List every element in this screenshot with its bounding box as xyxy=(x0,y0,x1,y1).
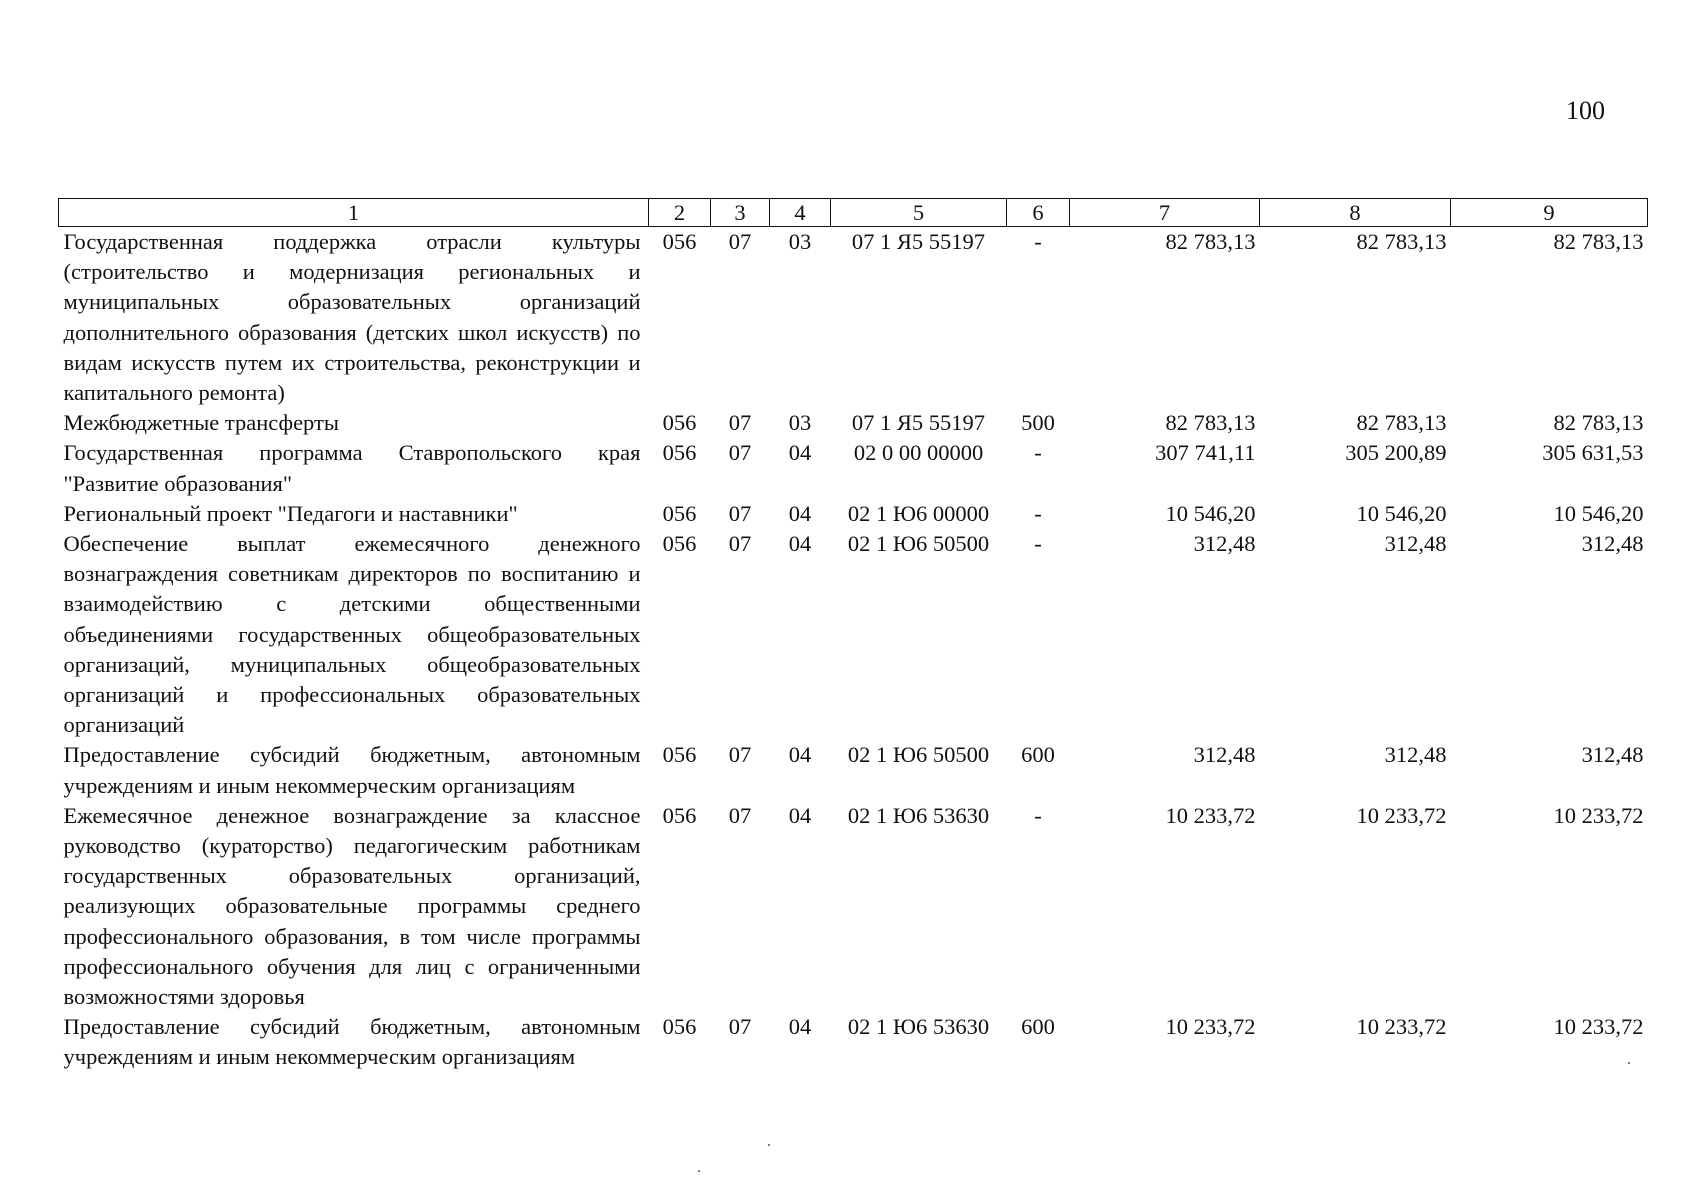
target-article-code: 02 1 Ю6 50500 xyxy=(847,742,990,768)
row-name: Ежемесячное денежное вознаграждение за классное руководство (кураторство) педагогическим работникам государственных образовательных организаций, реализующих образовательные программы среднего профессионального образования, в том числе программы профессионального обучения для лиц с ограниченными возможностями здоровья xyxy=(63,802,641,1010)
column-number-1: 1 xyxy=(59,199,649,227)
amount-col-7: 10 233,72 xyxy=(1165,802,1256,828)
ministry-code: 056 xyxy=(662,410,697,436)
amount-col-7: 312,48 xyxy=(1193,531,1256,557)
amount-col-8: 312,48 xyxy=(1384,531,1447,557)
subsection-code: 03 xyxy=(788,229,812,254)
amount-col-8: 10 546,20 xyxy=(1356,500,1447,526)
amount-col-9: 305 631,53 xyxy=(1542,440,1644,466)
table-body xyxy=(59,227,1648,1073)
subsection-code: 04 xyxy=(788,500,812,526)
section-code: 07 xyxy=(728,1014,752,1040)
amount-col-8: 10 233,72 xyxy=(1356,1014,1447,1040)
table-row xyxy=(59,438,1648,498)
column-number-6: 6 xyxy=(1007,199,1070,227)
subsection-code: 04 xyxy=(788,802,812,828)
expense-type-code: 600 xyxy=(1021,742,1055,768)
amount-col-8: 10 233,72 xyxy=(1356,802,1447,828)
ministry-code: 056 xyxy=(662,742,697,768)
column-number-2: 2 xyxy=(649,199,711,227)
budget-table xyxy=(58,198,1648,1073)
amount-col-9: 10 233,72 xyxy=(1553,802,1644,828)
column-number-5: 5 xyxy=(831,199,1007,227)
column-number-row xyxy=(59,199,1648,227)
section-code: 07 xyxy=(728,742,752,768)
row-name: Государственная программа Ставропольского края "Развитие образования" xyxy=(63,440,641,496)
row-name: Межбюджетные трансферты xyxy=(63,410,339,436)
target-article-code: 07 1 Я5 55197 xyxy=(851,410,986,436)
column-number-8: 8 xyxy=(1260,199,1451,227)
expense-type-code: 600 xyxy=(1021,1014,1055,1040)
ministry-code: 056 xyxy=(662,229,697,254)
expense-type-code: - xyxy=(1034,531,1042,557)
scan-speck xyxy=(1628,1062,1630,1064)
amount-col-9: 312,48 xyxy=(1581,742,1644,768)
table-row xyxy=(59,801,1648,1012)
expense-type-code: - xyxy=(1034,229,1042,254)
table-header xyxy=(59,199,1648,227)
expense-type-code: - xyxy=(1034,500,1042,526)
subsection-code: 04 xyxy=(788,531,812,557)
target-article-code: 07 1 Я5 55197 xyxy=(851,229,986,254)
amount-col-9: 10 546,20 xyxy=(1553,500,1644,526)
column-number-4: 4 xyxy=(770,199,831,227)
row-name: Предоставление субсидий бюджетным, автономным учреждениям и иным некоммерческим организациям xyxy=(63,1014,641,1070)
target-article-code: 02 1 Ю6 53630 xyxy=(847,1014,990,1040)
row-name: Обеспечение выплат ежемесячного денежного вознаграждения советникам директоров по воспитанию и взаимодействию с детскими общественными объединениями государственных общеобразовательных организаций, муниципальных общеобразовательных организаций и профессиональных образовательных организаций xyxy=(63,531,641,738)
amount-col-9: 10 233,72 xyxy=(1553,1014,1644,1040)
table-row xyxy=(59,1012,1648,1072)
target-article-code: 02 1 Ю6 00000 xyxy=(847,500,990,526)
section-code: 07 xyxy=(728,410,752,436)
column-number-7: 7 xyxy=(1070,199,1260,227)
ministry-code: 056 xyxy=(662,531,697,557)
page-number: 100 xyxy=(1566,96,1605,125)
ministry-code: 056 xyxy=(662,500,697,526)
table-row xyxy=(59,499,1648,529)
ministry-code: 056 xyxy=(662,1014,697,1040)
target-article-code: 02 1 Ю6 53630 xyxy=(847,802,990,828)
ministry-code: 056 xyxy=(662,440,697,466)
amount-col-9: 82 783,13 xyxy=(1553,229,1644,254)
scan-speck xyxy=(768,1144,770,1146)
row-name: Предоставление субсидий бюджетным, автономным учреждениям и иным некоммерческим организациям xyxy=(63,742,641,798)
amount-col-7: 307 741,11 xyxy=(1155,440,1256,466)
expense-type-code: - xyxy=(1034,440,1042,466)
amount-col-9: 82 783,13 xyxy=(1553,410,1644,436)
ministry-code: 056 xyxy=(662,802,697,828)
amount-col-7: 82 783,13 xyxy=(1165,410,1256,436)
target-article-code: 02 1 Ю6 50500 xyxy=(847,531,990,557)
subsection-code: 04 xyxy=(788,1014,812,1040)
target-article-code: 02 0 00 00000 xyxy=(853,440,984,466)
table-row xyxy=(59,408,1648,438)
row-name: Государственная поддержка отрасли культуры (строительство и модернизация региональных и муниципальных образовательных организаций дополнительного образования (детских школ искусств) по видам искусств путем их строительства, реконструкции и капитального ремонта) xyxy=(63,229,641,406)
amount-col-8: 312,48 xyxy=(1384,742,1447,768)
section-code: 07 xyxy=(728,802,752,828)
amount-col-8: 82 783,13 xyxy=(1356,410,1447,436)
scan-speck xyxy=(698,1170,700,1172)
amount-col-7: 10 233,72 xyxy=(1165,1014,1256,1040)
row-name: Региональный проект "Педагоги и наставники" xyxy=(63,500,518,526)
subsection-code: 04 xyxy=(788,742,812,768)
table-row xyxy=(59,740,1648,800)
expense-type-code: - xyxy=(1034,802,1042,828)
section-code: 07 xyxy=(728,440,752,466)
amount-col-7: 10 546,20 xyxy=(1165,500,1256,526)
amount-col-8: 82 783,13 xyxy=(1356,229,1447,254)
amount-col-7: 312,48 xyxy=(1193,742,1256,768)
section-code: 07 xyxy=(728,531,752,557)
section-code: 07 xyxy=(728,500,752,526)
section-code: 07 xyxy=(728,229,752,254)
subsection-code: 04 xyxy=(788,440,812,466)
column-number-9: 9 xyxy=(1451,199,1648,227)
expense-type-code: 500 xyxy=(1021,410,1055,436)
amount-col-7: 82 783,13 xyxy=(1165,229,1256,254)
amount-col-8: 305 200,89 xyxy=(1345,440,1447,466)
subsection-code: 03 xyxy=(788,410,812,436)
table-row xyxy=(59,227,1648,409)
amount-col-9: 312,48 xyxy=(1581,531,1644,557)
table-row xyxy=(59,529,1648,740)
column-number-3: 3 xyxy=(711,199,770,227)
